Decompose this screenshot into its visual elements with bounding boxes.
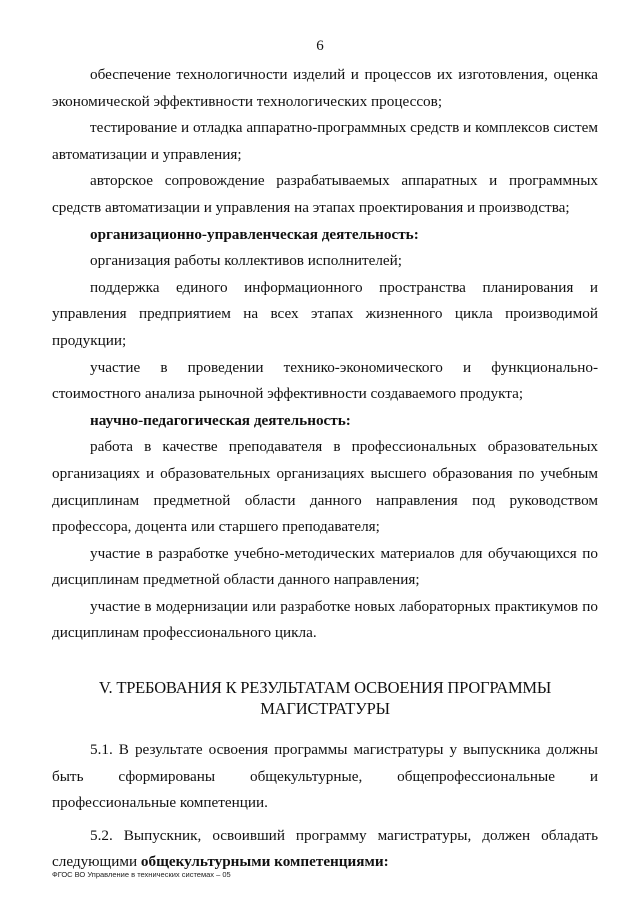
- paragraph: авторское сопровождение разрабатываемых аппаратных и программных средств автоматизации и управления на этапах проектирования и производства;: [52, 172, 598, 216]
- paragraph: работа в качестве преподавателя в профессиональных образовательных организациях и образовательных организациях высшего образования по учебным дисциплинам предметной области данного направления под руководством профессора, доцента или старшего преподавателя;: [52, 438, 598, 536]
- clause-5-2-text: 5.2. Выпускник, освоивший программу магистратуры, должен обладать следующими: [52, 826, 598, 871]
- paragraph: организация работы коллективов исполнителей;: [90, 252, 403, 270]
- clause-5-1: 5.1. В результате освоения программы магистратуры у выпускника должны быть сформированы общекультурные, общепрофессиональные и профессиональные компетенции.: [52, 741, 598, 812]
- paragraph: участие в проведении технико-экономического и функционально-стоимостного анализа рыночной эффективности создаваемого продукта;: [52, 358, 598, 403]
- footer: ФГОС ВО Управление в технических системах – 05: [52, 870, 231, 879]
- paragraph: тестирование и отладка аппаратно-программных средств и комплексов систем автоматизации и управления;: [52, 119, 598, 163]
- subheading-organizational: организационно-управленческая деятельность:: [90, 225, 419, 243]
- paragraph: обеспечение технологичности изделий и процессов их изготовления, оценка экономической эффективности технологических процессов;: [52, 66, 598, 110]
- paragraph: участие в разработке учебно-методических материалов для обучающихся по дисциплинам предметной области данного направления;: [52, 544, 598, 589]
- section-title-line-2: МАГИСТРАТУРЫ: [260, 699, 390, 719]
- document-body: [52, 62, 598, 876]
- paragraph: участие в модернизации или разработке новых лабораторных практикумов по дисциплинам профессионального цикла.: [52, 597, 598, 642]
- clause-5-2-bold: общекультурными компетенциями:: [140, 853, 389, 871]
- section-title: [52, 677, 598, 719]
- page-number: 6: [316, 38, 324, 54]
- clause-5-2: [52, 823, 598, 876]
- section-title-line-1: V. ТРЕБОВАНИЯ К РЕЗУЛЬТАТАМ ОСВОЕНИЯ ПРОГРАММЫ: [98, 678, 552, 698]
- paragraph: поддержка единого информационного пространства планирования и управления предприятием на всех этапах жизненного цикла производимой продукции;: [52, 278, 598, 349]
- subheading-scientific-pedagogical: научно-педагогическая деятельность:: [90, 411, 351, 429]
